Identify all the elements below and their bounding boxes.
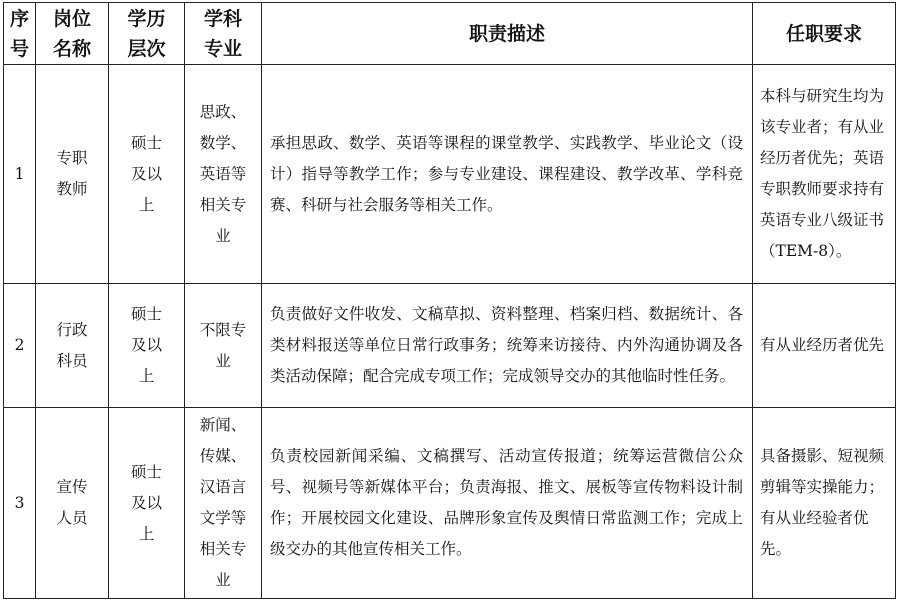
cell-duty: 承担思政、数学、英语等课程的课堂教学、实践教学、毕业论文（设计）指导等教学工作；参与专业建设、课程建设、教学改革、学科竞赛、科研与社会服务等相关工作。 bbox=[262, 65, 753, 284]
table-row bbox=[4, 284, 896, 408]
cell-requirements: 具备摄影、短视频剪辑等实操能力；有从业经验者优先。 bbox=[753, 408, 896, 599]
cell-major: 新闻、 传媒、 汉语言 文学等 相关专 业 bbox=[185, 408, 262, 599]
table-row bbox=[4, 65, 896, 284]
header-row bbox=[4, 3, 896, 65]
cell-requirements: 有从业经历者优先 bbox=[753, 284, 896, 408]
header-major: 学科 专业 bbox=[185, 3, 262, 65]
cell-no: 1 bbox=[4, 65, 36, 284]
cell-post: 专职 教师 bbox=[36, 65, 109, 284]
recruitment-table bbox=[3, 2, 896, 599]
header-duty: 职责描述 bbox=[262, 3, 753, 65]
header-no: 序 号 bbox=[4, 3, 36, 65]
cell-duty: 负责校园新闻采编、文稿撰写、活动宣传报道；统筹运营微信公众号、视频号等新媒体平台；负责海报、推文、展板等宣传物料设计制作；开展校园文化建设、品牌形象宣传及舆情日常监测工作；完成上级交办的其他宣传相关工作。 bbox=[262, 408, 753, 599]
cell-post: 行政 科员 bbox=[36, 284, 109, 408]
cell-major: 思政、 数学、 英语等 相关专 业 bbox=[185, 65, 262, 284]
cell-major: 不限专 业 bbox=[185, 284, 262, 408]
header-requirements: 任职要求 bbox=[753, 3, 896, 65]
cell-education: 硕士 及以 上 bbox=[109, 408, 185, 599]
cell-duty: 负责做好文件收发、文稿草拟、资料整理、档案归档、数据统计、各类材料报送等单位日常行政事务；统筹来访接待、内外沟通协调及各类活动保障；配合完成专项工作；完成领导交办的其他临时性任务。 bbox=[262, 284, 753, 408]
cell-requirements: 本科与研究生均为该专业者；有从业经历者优先；英语专职教师要求持有英语专业八级证书（TEM-8）。 bbox=[753, 65, 896, 284]
header-education: 学历 层次 bbox=[109, 3, 185, 65]
cell-no: 2 bbox=[4, 284, 36, 408]
cell-education: 硕士 及以 上 bbox=[109, 284, 185, 408]
cell-education: 硕士 及以 上 bbox=[109, 65, 185, 284]
cell-post: 宣传 人员 bbox=[36, 408, 109, 599]
header-post: 岗位 名称 bbox=[36, 3, 109, 65]
cell-no: 3 bbox=[4, 408, 36, 599]
table-row bbox=[4, 408, 896, 599]
